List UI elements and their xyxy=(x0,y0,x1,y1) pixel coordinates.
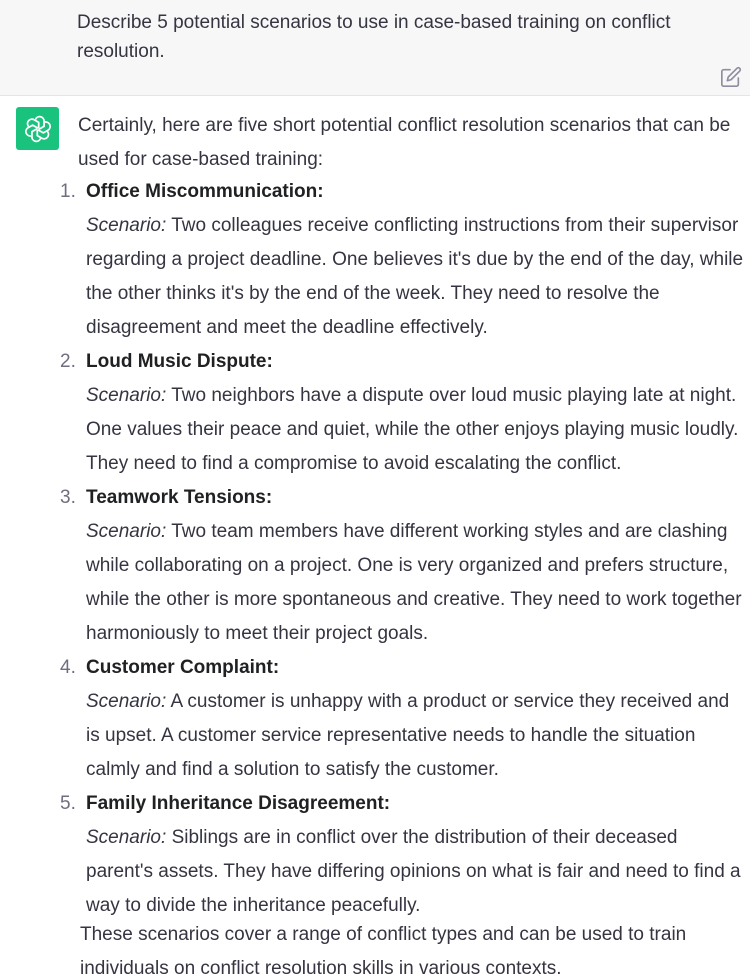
scenario-title: Customer Complaint: xyxy=(86,657,280,678)
list-item xyxy=(0,481,746,651)
assistant-conclusion-text: These scenarios cover a range of conflict types and can be used to train individuals on conflict resolution skills in various contexts. xyxy=(80,924,687,979)
user-message-text: Describe 5 potential scenarios to use in case-based training on conflict resolution. xyxy=(77,12,671,62)
user-message xyxy=(0,0,750,96)
scenario-body: Two colleagues receive conflicting instructions from their supervisor regarding a project deadline. One believes it's due by the end of the day, while the other thinks it's by the end of the week. They need to resolve the disagreement and meet the deadline effectively. xyxy=(86,215,744,338)
list-item xyxy=(0,175,746,345)
scenario-title: Family Inheritance Disagreement: xyxy=(86,793,391,814)
edit-icon xyxy=(720,66,742,88)
assistant-avatar xyxy=(16,107,59,150)
scenario-label: Scenario: xyxy=(86,215,167,236)
assistant-message xyxy=(0,96,750,980)
list-item xyxy=(0,651,746,787)
scenario-body: Siblings are in conflict over the distribution of their deceased parent's assets. They have differing opinions on what is fair and need to find a way to divide the inheritance peacefully. xyxy=(86,827,741,916)
list-number: 3. xyxy=(60,487,76,508)
chatgpt-logo-icon xyxy=(24,115,52,143)
scenario-title: Teamwork Tensions: xyxy=(86,487,273,508)
scenario-body: Two neighbors have a dispute over loud music playing late at night. One values their peace and quiet, while the other enjoys playing music loudly. They need to find a compromise to avoid escalating the conflict. xyxy=(86,385,739,474)
list-item xyxy=(0,345,746,481)
assistant-intro-text: Certainly, here are five short potential conflict resolution scenarios that can be used for case-based training: xyxy=(78,115,731,170)
list-number: 2. xyxy=(60,351,76,372)
scenario-body: Two team members have different working styles and are clashing while collaborating on a project. One is very organized and prefers structure, while the other is more spontaneous and creative. They need to work together harmoniously to meet their project goals. xyxy=(86,521,742,644)
scenario-label: Scenario: xyxy=(86,691,167,712)
list-number: 5. xyxy=(60,793,76,814)
list-number: 4. xyxy=(60,657,76,678)
list-item xyxy=(0,787,746,923)
scenario-body: A customer is unhappy with a product or service they received and is upset. A customer service representative needs to handle the situation calmly and find a solution to satisfy the customer. xyxy=(86,691,730,780)
scenario-title: Loud Music Dispute: xyxy=(86,351,273,372)
scenario-label: Scenario: xyxy=(86,521,167,542)
edit-message-button[interactable] xyxy=(720,66,742,88)
scenario-list xyxy=(0,175,750,923)
scenario-label: Scenario: xyxy=(86,827,167,848)
scenario-title: Office Miscommunication: xyxy=(86,181,324,202)
list-number: 1. xyxy=(60,181,76,202)
scenario-label: Scenario: xyxy=(86,385,167,406)
